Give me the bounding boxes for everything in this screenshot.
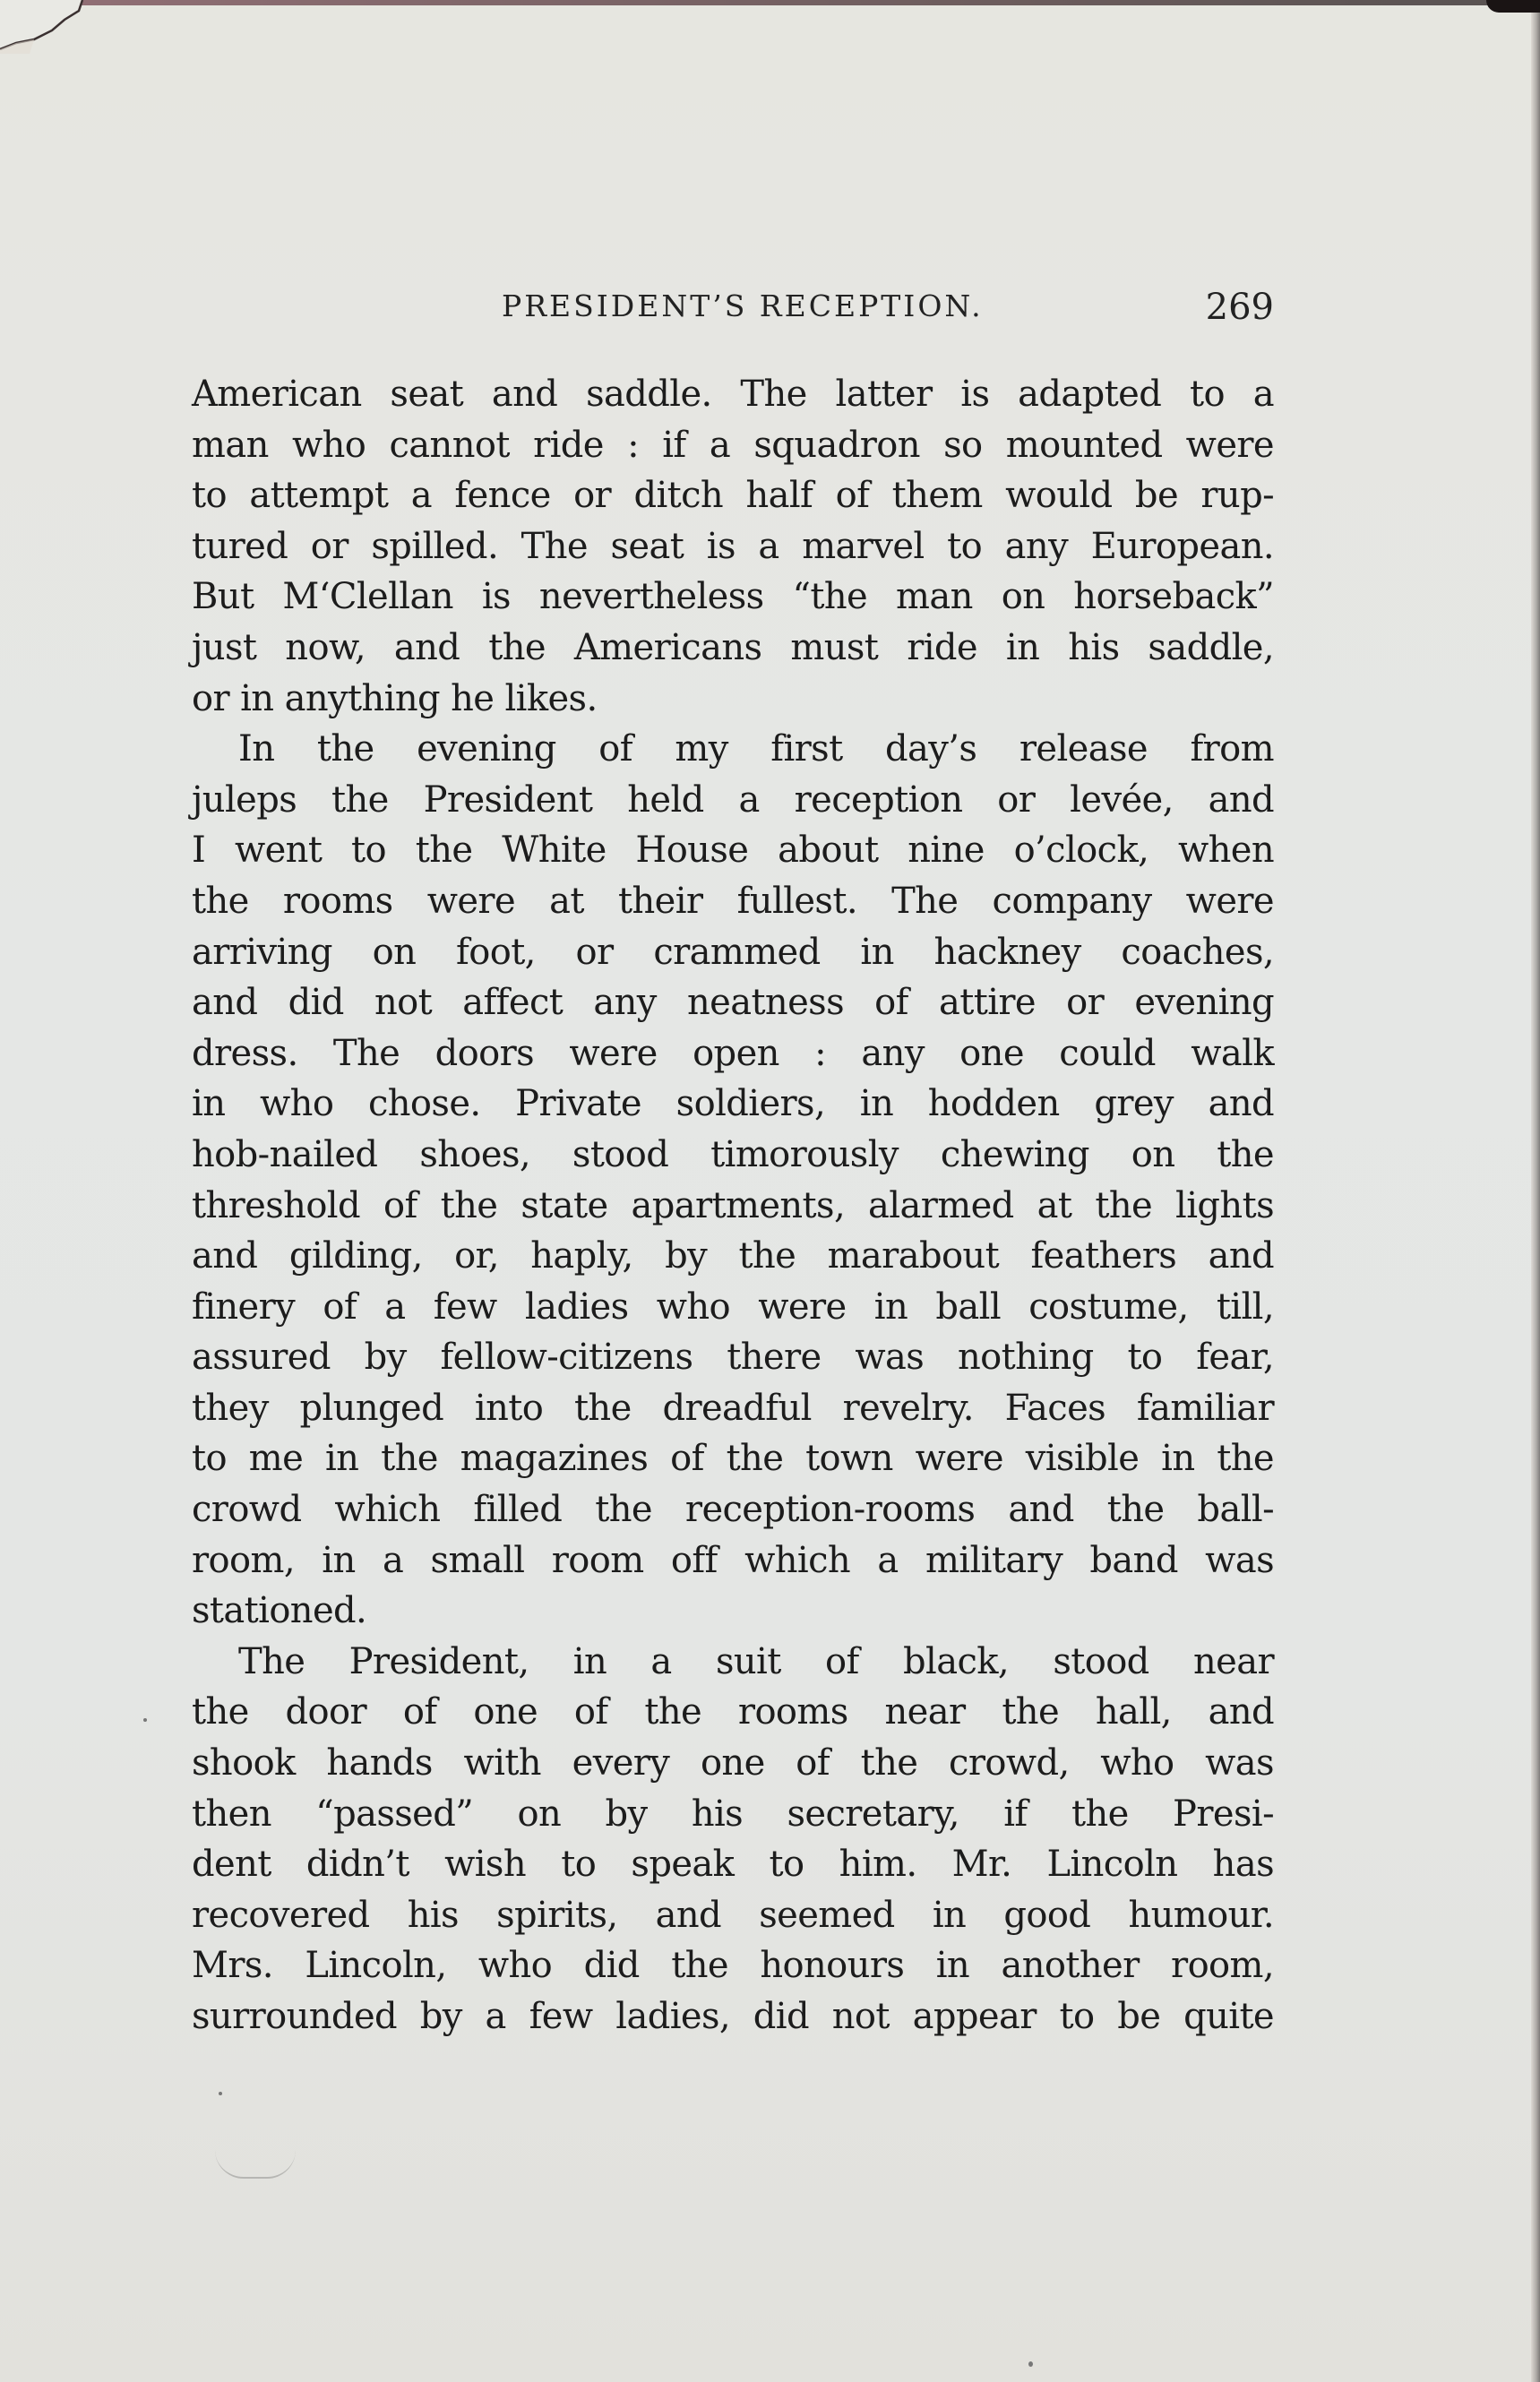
binding-shadow bbox=[1486, 0, 1540, 13]
page-speck bbox=[219, 2092, 222, 2095]
body-text bbox=[192, 369, 1274, 2042]
text-line: crowd which filled the reception-rooms and the ball- bbox=[192, 1489, 1274, 1531]
page-number: 269 bbox=[1205, 287, 1274, 328]
text-line: the door of one of the rooms near the hall, and bbox=[192, 1691, 1274, 1733]
text-line: dent didn’t wish to speak to him. Mr. Lincoln has bbox=[192, 1844, 1274, 1886]
text-line: they plunged into the dreadful revelry. Faces familiar bbox=[192, 1387, 1274, 1429]
page-speck bbox=[143, 1718, 147, 1722]
text-line: and gilding, or, haply, by the marabout feathers and bbox=[192, 1235, 1274, 1277]
text-line: or in anything he likes. bbox=[192, 677, 598, 719]
text-line: hob-nailed shoes, stood timorously chewing on the bbox=[192, 1133, 1274, 1175]
text-line: But M‘Clellan is nevertheless “the man on horseback” bbox=[192, 576, 1274, 618]
text-line: the rooms were at their fullest. The company were bbox=[192, 880, 1274, 922]
text-line: dress. The doors were open : any one could walk bbox=[192, 1032, 1274, 1074]
text-line: in who chose. Private soldiers, in hodden grey and bbox=[192, 1083, 1274, 1125]
text-line: room, in a small room off which a military band was bbox=[192, 1539, 1274, 1581]
text-line: to me in the magazines of the town were visible in the bbox=[192, 1438, 1274, 1480]
text-line: to attempt a fence or ditch half of them would be rup- bbox=[192, 475, 1274, 517]
text-line: assured by fellow-citizens there was nothing to fear, bbox=[192, 1337, 1274, 1379]
paragraph bbox=[192, 369, 1274, 724]
text-line: then “passed” on by his secretary, if the Presi- bbox=[192, 1793, 1274, 1835]
text-line: juleps the President held a reception or levée, and bbox=[192, 778, 1274, 821]
page-right-edge bbox=[1531, 0, 1540, 2382]
text-line: stationed. bbox=[192, 1590, 367, 1632]
text-line: finery of a few ladies who were in ball costume, till, bbox=[192, 1286, 1274, 1328]
text-line: recovered his spirits, and seemed in good humour. bbox=[192, 1894, 1274, 1936]
paragraph bbox=[192, 1637, 1274, 2042]
text-line: tured or spilled. The seat is a marvel to any European. bbox=[192, 525, 1274, 567]
torn-corner-icon bbox=[0, 0, 90, 54]
text-line: American seat and saddle. The latter is adapted to a bbox=[192, 374, 1274, 415]
paragraph bbox=[192, 724, 1274, 1637]
text-line: man who cannot ride : if a squadron so mounted were bbox=[192, 424, 1274, 466]
text-line: shook hands with every one of the crowd, who was bbox=[192, 1742, 1274, 1784]
text-line: I went to the White House about nine o’clock, when bbox=[192, 830, 1274, 872]
page-top-edge bbox=[81, 0, 1540, 5]
text-line: The President, in a suit of black, stood near bbox=[238, 1640, 1274, 1682]
text-line: surrounded by a few ladies, did not appear to be quite bbox=[192, 1996, 1274, 2037]
text-line: arriving on foot, or crammed in hackney coaches, bbox=[192, 931, 1274, 973]
page-smudge bbox=[215, 2150, 296, 2179]
text-line: just now, and the Americans must ride in his saddle, bbox=[192, 626, 1274, 668]
page-speck bbox=[1028, 2361, 1033, 2367]
text-line: and did not affect any neatness of attire or evening bbox=[192, 982, 1274, 1024]
text-line: Mrs. Lincoln, who did the honours in another room, bbox=[192, 1945, 1274, 1987]
text-line: threshold of the state apartments, alarmed at the lights bbox=[192, 1184, 1274, 1226]
running-title: PRESIDENT’S RECEPTION. bbox=[502, 288, 984, 323]
running-head bbox=[179, 288, 1274, 333]
text-line: In the evening of my first day’s release from bbox=[238, 728, 1274, 770]
